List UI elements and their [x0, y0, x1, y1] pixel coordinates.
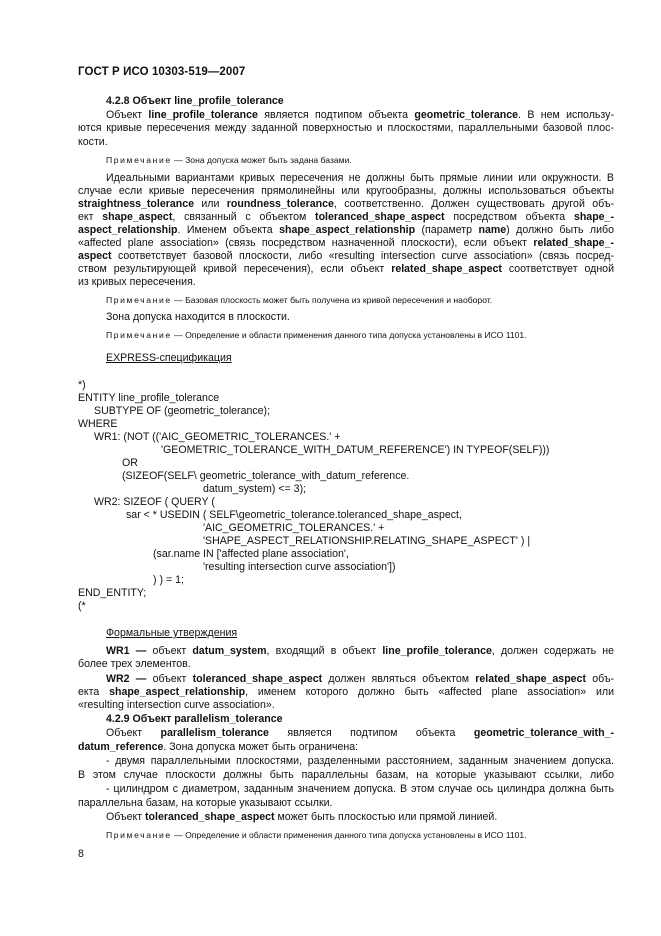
code-line: ENTITY line_profile_tolerance	[78, 392, 220, 404]
paragraph-line: WR1 — объект datum_system, входящий в объект line_profile_tolerance, должен содержать не	[106, 645, 614, 657]
code-line: (SIZEOF(SELF\ geometric_tolerance_with_datum_reference.	[122, 470, 410, 482]
paragraph-line: ются кривые пересечения между заданной поверхностью и плоскостями, параллельными базовой плос-	[78, 122, 614, 134]
paragraph-line: ект shape_aspect, связанный с объектом toleranced_shape_aspect посредством объекта shape_-	[78, 211, 614, 223]
paragraph-line: ством результирующей кривой пересечения), если объект related_shape_aspect соответствует одной	[78, 263, 614, 275]
note: Примечание — Зона допуска может быть задана базами.	[106, 155, 352, 165]
document-header: ГОСТ Р ИСО 10303-519—2007	[78, 66, 246, 78]
list-item: - двумя параллельными плоскостями, разделенными расстоянием, заданным значением допуска.	[106, 755, 614, 767]
paragraph-line: из кривых пересечения.	[78, 276, 196, 288]
paragraph-line: более трех элементов.	[78, 658, 191, 670]
paragraph-line: кости.	[78, 136, 108, 148]
code-line: WR2: SIZEOF ( QUERY (	[94, 496, 215, 508]
code-line: (*	[78, 600, 86, 612]
code-line: (sar.name IN ['affected plane association',	[153, 548, 349, 560]
code-line: 'SHAPE_ASPECT_RELATIONSHIP.RELATING_SHAPE_ASPECT' ) |	[203, 535, 531, 547]
paragraph-line: aspect соответствует базовой плоскости, либо «resulting intersection curve association» (связь посред-	[78, 250, 614, 262]
paragraph-line: Объект parallelism_tolerance является подтипом объекта geometric_tolerance_with_-	[106, 727, 614, 739]
paragraph-line: екта shape_aspect_relationship, именем которого должно быть «affected plane association» или	[78, 686, 615, 698]
code-line: 'GEOMETRIC_TOLERANCE_WITH_DATUM_REFERENCE') IN TYPEOF(SELF)))	[161, 444, 550, 456]
paragraph-line: WR2 — объект toleranced_shape_aspect должен являться объектом related_shape_aspect объ-	[106, 673, 614, 685]
paragraph-line: Идеальными вариантами кривых пересечения не должны быть прямые линии или окружности. В	[106, 172, 614, 184]
paragraph-line: aspect_relationship. Именем объекта shape_aspect_relationship (параметр name) должно быть либо	[78, 224, 614, 236]
paragraph-line: случае если кривые пересечения прямолинейны или кругообразны, должны использоваться объекты	[78, 185, 614, 197]
paragraph-line: Объект line_profile_tolerance является подтипом объекта geometric_tolerance. В нем использу-	[106, 109, 614, 121]
code-line: 'AIC_GEOMETRIC_TOLERANCES.' +	[203, 522, 385, 534]
note: Примечание — Определение и области применения данного типа допуска установлены в ИСО 1101.	[106, 830, 527, 840]
note: Примечание — Базовая плоскость может быть получена из кривой пересечения и наоборот.	[106, 295, 493, 305]
express-spec-heading: EXPRESS-спецификация	[106, 352, 232, 364]
code-line: OR	[122, 457, 138, 469]
code-line: datum_system) <= 3);	[203, 483, 307, 495]
paragraph-line: datum_reference. Зона допуска может быть ограничена:	[78, 741, 359, 753]
list-item: - цилиндром с диаметром, заданным значением допуска. В этом случае ось цилиндра должна быть	[106, 783, 614, 795]
section-title-4-2-9: 4.2.9 Объект parallelism_tolerance	[106, 713, 283, 725]
section-title-4-2-8: 4.2.8 Объект line_profile_tolerance	[106, 95, 284, 107]
code-line: 'resulting intersection curve association'])	[203, 561, 396, 573]
paragraph-line: straightness_tolerance или roundness_tolerance, соответственно. Должен существовать другой объ-	[78, 198, 614, 210]
code-line: ) ) = 1;	[153, 574, 184, 586]
paragraph-line: «resulting intersection curve association».	[78, 699, 275, 711]
page-number: 8	[78, 848, 84, 860]
paragraph-line: «affected plane association» (связь посредством назначенной плоскости), если объект related_shape_-	[78, 237, 614, 249]
code-line: SUBTYPE OF (geometric_tolerance);	[94, 405, 271, 417]
code-line: WHERE	[78, 418, 118, 430]
code-line: END_ENTITY;	[78, 587, 147, 599]
paragraph-line: В этом случае плоскости должны быть параллельны базам, на которые указывают ссылки, либо	[78, 769, 614, 781]
code-line: WR1: (NOT (('AIC_GEOMETRIC_TOLERANCES.' +	[94, 431, 341, 443]
paragraph-line: параллельна базам, на которые указывают ссылки.	[78, 797, 333, 809]
paragraph-line: Зона допуска находится в плоскости.	[106, 311, 290, 323]
formal-propositions-heading: Формальные утверждения	[106, 627, 238, 639]
note: Примечание — Определение и области применения данного типа допуска установлены в ИСО 1101.	[106, 330, 527, 340]
code-line: *)	[78, 379, 86, 391]
code-line: sar < * USEDIN ( SELF\geometric_tolerance.toleranced_shape_aspect,	[126, 509, 462, 521]
paragraph-line: Объект toleranced_shape_aspect может быть плоскостью или прямой линией.	[106, 811, 498, 823]
